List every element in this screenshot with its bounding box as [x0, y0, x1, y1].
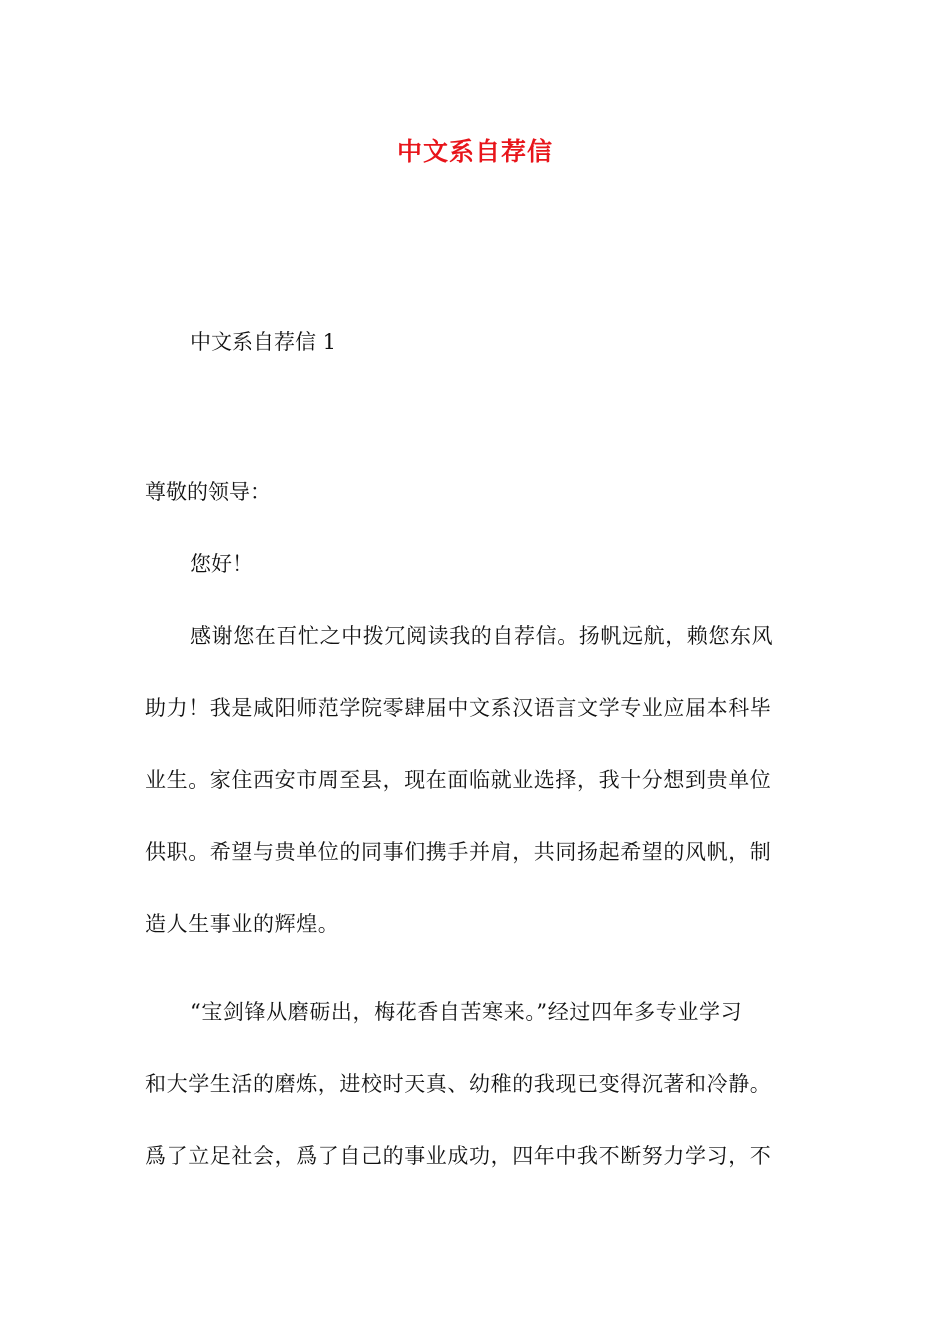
body-text-line: 造人生事业的辉煌。: [145, 912, 340, 936]
body-text-line: 感谢您在百忙之中拨冗阅读我的自荐信。扬帆远航，赖您东风: [190, 624, 774, 648]
body-text-line: 爲了立足社会，爲了自己的事业成功，四年中我不断努力学习，不: [145, 1144, 772, 1168]
salutation: 尊敬的领导：: [145, 480, 271, 504]
body-text-line: 和大学生活的磨炼，进校时天真、幼稚的我现已变得沉著和冷静。: [145, 1072, 772, 1096]
body-text-line: “宝剑锋从磨砺出，梅花香自苦寒来。”经过四年多专业学习: [190, 1000, 743, 1024]
letter-heading: 中文系自荐信 1: [190, 330, 337, 354]
body-text-line: 业生。家住西安市周至县，现在面临就业选择，我十分想到贵单位: [145, 768, 772, 792]
document-title: 中文系自荐信: [396, 137, 553, 166]
body-text-line: 助力！我是咸阳师范学院零肆届中文系汉语言文学专业应届本科毕: [145, 696, 772, 720]
greeting: 您好！: [190, 552, 253, 576]
body-text-line: 供职。希望与贵单位的同事们携手并肩，共同扬起希望的风帆，制: [145, 840, 772, 864]
